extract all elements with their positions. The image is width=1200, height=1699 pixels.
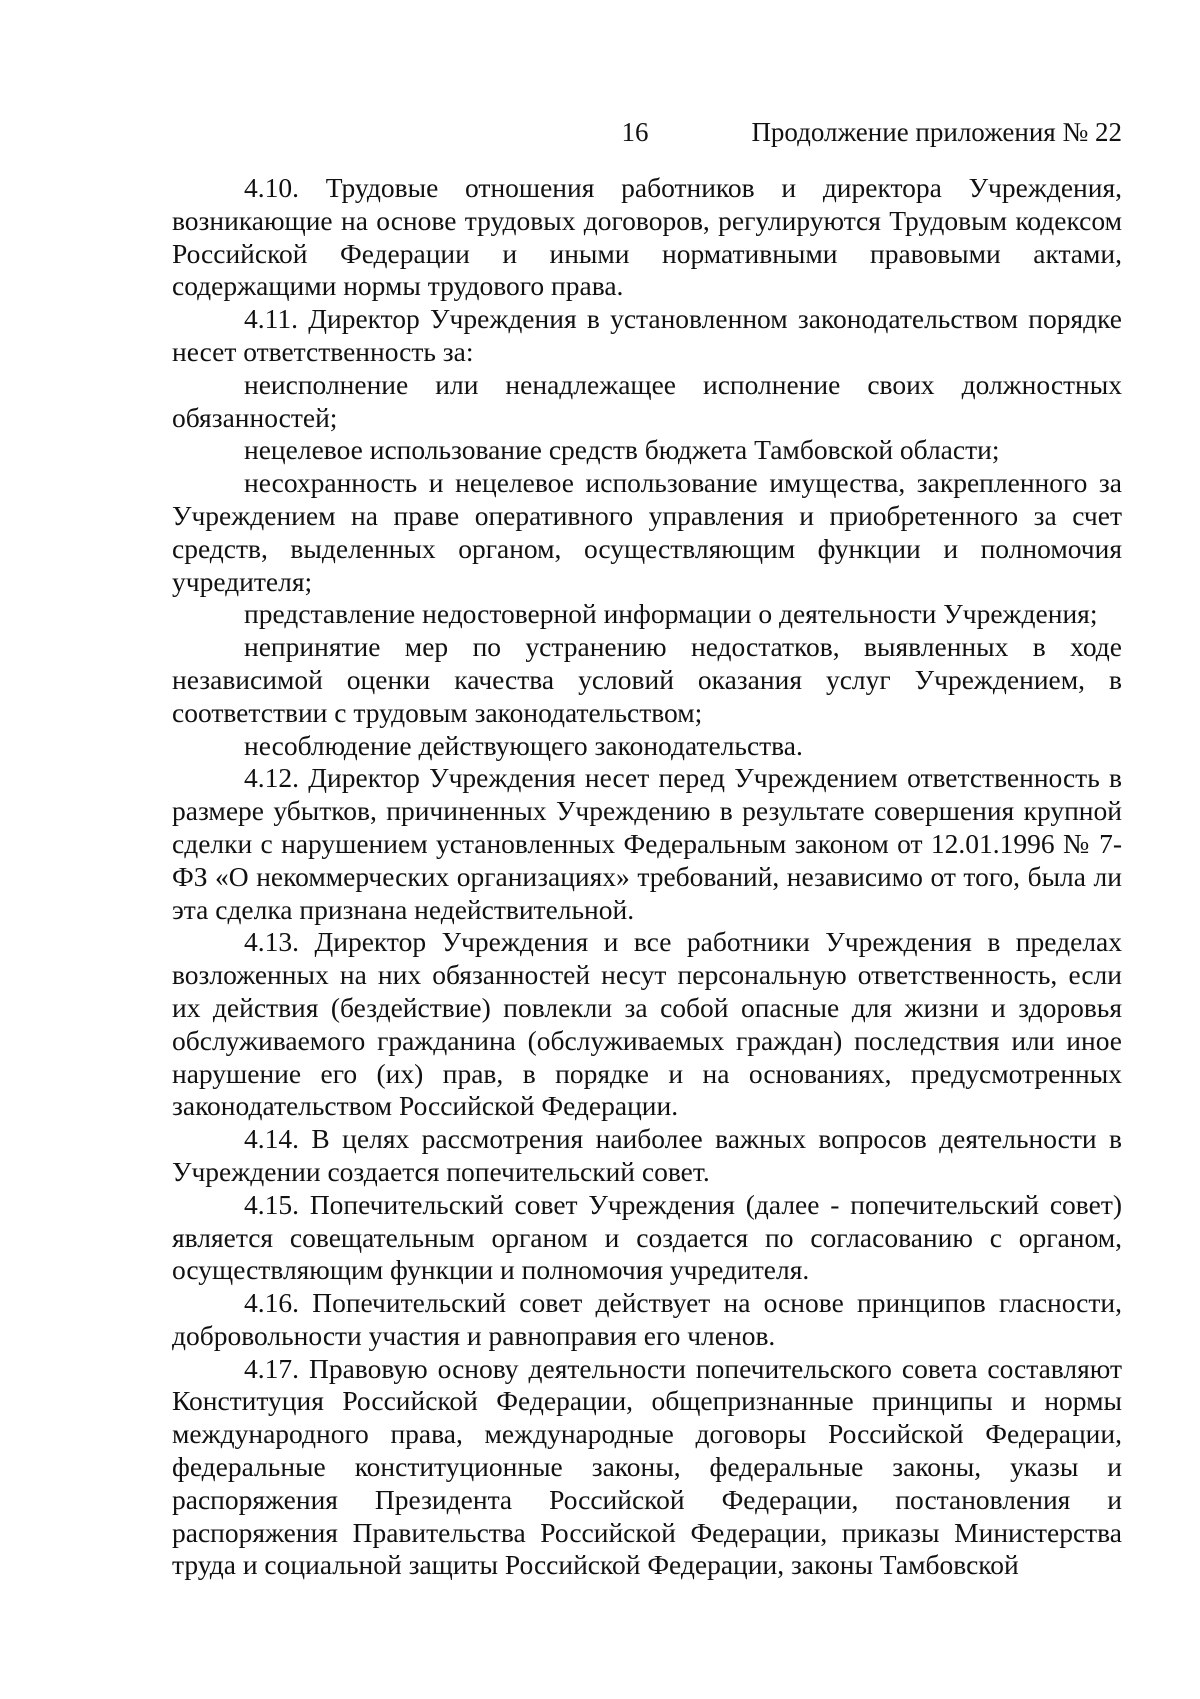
list-item-deficiencies: непринятие мер по устранению недостатков, выявленных в ходе независимой оценки качества условий оказания услуг Учреждением, в соответствии с трудовым законодательством; <box>172 631 1122 728</box>
list-item-false-information: представление недостоверной информации о деятельности Учреждения; <box>244 598 1098 630</box>
page-number: 16 <box>621 117 649 147</box>
header-title: Продолжение приложения № 22 <box>751 117 1122 147</box>
document-body <box>172 172 1122 1582</box>
list-item-nonperformance: неисполнение или ненадлежащее исполнение своих должностных обязанностей; <box>172 368 1122 433</box>
paragraph-4-11: 4.11. Директор Учреждения в установленном законодательством порядке несет ответственность за: <box>172 303 1122 367</box>
paragraph-4-12: 4.12. Директор Учреждения несет перед Учреждением ответственность в размере убытков, причиненных Учреждению в результате совершения крупной сделки с нарушением установленных Федеральным законом от 12.01.1996 № 7-ФЗ «О некоммерческих организациях» требований, независимо от того, была ли эта сделка признана недействительной. <box>172 762 1122 925</box>
paragraph-4-13: 4.13. Директор Учреждения и все работники Учреждения в пределах возложенных на них обязанностей несут персональную ответственность, если их действия (бездействие) повлекли за собой опасные для жизни и здоровья обслуживаемого гражданина (обслуживаемых граждан) последствия или иное нарушение его (их) прав, в порядке и на основаниях, предусмотренных законодательством Российской Федерации. <box>172 926 1122 1122</box>
paragraph-4-14: 4.14. В целях рассмотрения наиболее важных вопросов деятельности в Учреждении создается попечительский совет. <box>172 1123 1122 1187</box>
paragraph-4-15: 4.15. Попечительский совет Учреждения (далее - попечительский совет) является совещательным органом и создается по согласованию с органом, осуществляющим функции и полномочия учредителя. <box>172 1188 1122 1286</box>
list-item-noncompliance: несоблюдение действующего законодательства. <box>244 729 803 761</box>
page-header <box>0 114 1200 150</box>
list-item-property: несохранность и нецелевое использование имущества, закрепленного за Учреждением на праве оперативного управления и приобретенного за счет средств, выделенных органом, осуществляющим функции и полномочия учредителя; <box>172 467 1122 597</box>
list-item-misuse-budget: нецелевое использование средств бюджета Тамбовской области; <box>244 434 1000 466</box>
paragraph-4-16: 4.16. Попечительский совет действует на основе принципов гласности, добровольности участия и равноправия его членов. <box>172 1287 1122 1351</box>
paragraph-4-17: 4.17. Правовую основу деятельности попечительского совета составляют Конституция Российской Федерации, общепризнанные принципы и нормы международного права, международные договоры Российской Федерации, федеральные конституционные законы, федеральные законы, указы и распоряжения Президента Российской Федерации, постановления и распоряжения Правительства Российской Федерации, приказы Министерства труда и социальной защиты Российской Федерации, законы Тамбовской <box>172 1352 1122 1581</box>
paragraph-4-10: 4.10. Трудовые отношения работников и директора Учреждения, возникающие на основе трудовых договоров, регулируются Трудовым кодексом Российской Федерации и иными нормативными правовыми актами, содержащими нормы трудового права. <box>172 172 1122 302</box>
